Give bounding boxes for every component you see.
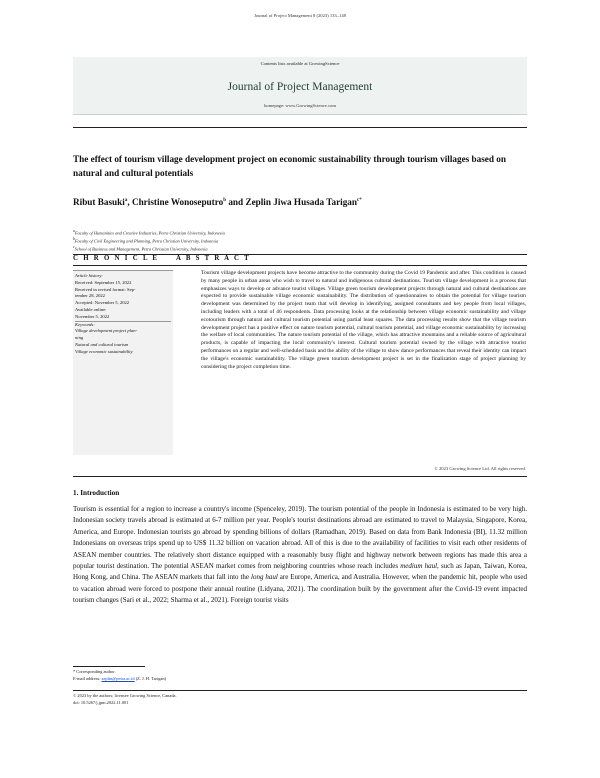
- author-sup: b: [223, 197, 227, 203]
- chronicle-line: Village economic sustainability: [75, 348, 133, 354]
- chronicle-line: tember 28, 2022: [75, 293, 105, 299]
- section-divider: [73, 265, 527, 266]
- affiliation-text: School of Business and Management, Petra Christian University, Indonesia: [74, 246, 208, 252]
- abstract-heading: A B S T R A C T: [176, 255, 251, 262]
- abstract-text: Tourism village development projects have become attractive to the community during the Covid 19 Pandemic and after. This condition is caused by many people in urban areas who wish to travel to natural and indigenous cultural destinations. Tourism village development is a process that emphasizes ways to develop or advance tourist villages. Village green tourism development projects through natural and cultural destinations are expected to provide sustainable village economic sustainability. The distribution of questionnaires to obtain the potential for village tourism development was determined by the project team that will develop in identifying, assigned consultants and key people from local villages, including leaders with a total of 46 respondents. Data processing looks at the relationship between village economic sustainability and village ecotourism through natural and cultural tourism potential using partial least squares. The data processing results show that the village tourism development project has a positive effect on nature tourism potential, cultural tourism potential, and village economic sustainability by increasing the welfare of local communities. The nature tourism potential of the village, which has attractive mountains and a reliable source of agricultural products, is capable of impacting the local community's interest. Cultural tourism potential owned by the village with attractive tourist performances on a regular and well-scheduled basis and the ability of the village to show dance performances that reveal their identity can impact the village's economic sustainability. The village green tourism development project is set in the finalization stage of project planning by considering the project completion time.: [201, 270, 526, 370]
- journal-homepage[interactable]: homepage: www.GrowingScience.com: [264, 103, 336, 108]
- license-line: © 2023 by the authors; licensee Growing Science, Canada.: [73, 693, 177, 698]
- chronicle-line: Accepted: November 5, 2022: [75, 300, 130, 306]
- abstract-bottom-divider: [73, 476, 527, 477]
- email-line: [73, 676, 527, 681]
- intro-italic-term: long haul: [251, 573, 278, 582]
- email-suffix: (Z. J. H. Tarigan): [134, 676, 167, 681]
- intro-text-part: , such as Japan, Taiwan, Korea, Hong Kong, and China. The ASEAN markets that fall into the: [73, 562, 528, 582]
- author-and: and: [226, 197, 246, 207]
- contents-availability-line: Contents lists available at GrowingScience: [260, 61, 340, 66]
- chronicle-line: Available online:: [75, 306, 107, 312]
- affiliation: [73, 229, 527, 235]
- author-list: [73, 197, 527, 207]
- chronicle-line: Received in revised format: Sep-: [75, 286, 136, 292]
- affiliation-sup: a: [73, 229, 75, 233]
- copyright-notice: © 2023 Growing Science Ltd. All rights reserved.: [434, 466, 526, 471]
- chronicle-line: Received: September 15, 2022: [75, 279, 132, 285]
- intro-text-part: Tourism is essential for a region to increase a country's income (Spenceley, 2019). The tourism potential of the people in Indonesia is estimated to be very high. Indonesian society travels abroad is estimated at 6-7 million per year. People's tourist destinations abroad are estimated to travel to Malaysia, Singapore, Korea, America, and Europe. Indonesian tourists go abroad by spending billions of dollars (Ramadhan, 2019). Based on data from Bank Indonesia (BI), 11.32 million Indonesians on overseas trips spend up to US$ 11.32 billion on vacation abroad. All of this is due to the availability of facilities to visit each other residents of ASEAN member countries. The relatively short distance equipped with a reasonably busy flight and highway network between regions has made this area a popular tourist destination. The potential ASEAN market comes from neighboring countries whose reach includes: [73, 505, 527, 571]
- affiliation-sup: b: [73, 237, 75, 241]
- paper-title: The effect of tourism village development project on economic sustainability through tourism villages based on natural and cultural potentials: [73, 154, 506, 178]
- header-divider: [73, 127, 527, 128]
- email-link[interactable]: zeplin@petra.ac.id: [101, 676, 135, 681]
- doi-line: doi: 10.5267/j.jpm.2022.11.001: [73, 700, 129, 705]
- author-name: Zeplin Jiwa Husada Tarigan: [245, 197, 358, 207]
- footnote-rule: [73, 666, 145, 667]
- author-sup: a: [124, 197, 128, 203]
- intro-text-part: are Europe, America, and Australia. However, when the pandemic hit, people who used to vacation abroad were forced to postpone their annual routine (Lidyana, 2021). The coordination built by the government after the Covid-19 event impacted tourism changes (Sari et al., 2022; Sharma et al., 2021). Foreign tourist visits: [73, 573, 527, 605]
- chronicle-line: Natural and cultural tourism: [75, 341, 129, 347]
- journal-title: Journal of Project Management: [227, 81, 373, 93]
- running-head: Journal of Project Management 8 (2023) 133–148: [254, 13, 346, 18]
- introduction-paragraph: [73, 504, 527, 607]
- affiliation-text: Faculty of Humanities and Creative Industries, Petra Christian University, Indonesia: [74, 230, 225, 236]
- email-label: E-mail address:: [73, 676, 102, 681]
- footer-divider: [73, 690, 527, 691]
- chronicle-list: [73, 271, 173, 356]
- intro-italic-term: medium haul: [400, 562, 438, 571]
- corresponding-author-note: * Corresponding author.: [73, 669, 116, 674]
- affiliation-text: Faculty of Civil Engineering and Planning, Petra Christian University, Indonesia: [74, 238, 219, 244]
- chronicle-line: Village development project plan-: [75, 328, 138, 334]
- affiliation: [73, 245, 527, 251]
- introduction-heading: 1. Introduction: [73, 489, 120, 497]
- chronicle-line: November 5, 2022: [75, 313, 110, 319]
- affiliation-sup: c: [73, 245, 75, 249]
- article-info-box: [73, 270, 173, 455]
- chronicle-heading: C H R O N I C L E: [73, 255, 159, 262]
- author-separator: ,: [127, 197, 132, 207]
- chronicle-line: ning: [75, 335, 84, 341]
- author-sup: c*: [357, 197, 362, 203]
- chronicle-line: Article history:: [75, 273, 103, 278]
- author-name: Ribut Basuki: [73, 197, 125, 207]
- author-name: Christine Wonoseputro: [131, 197, 224, 207]
- chronicle-line: Keywords:: [75, 321, 171, 329]
- affiliation: [73, 237, 527, 243]
